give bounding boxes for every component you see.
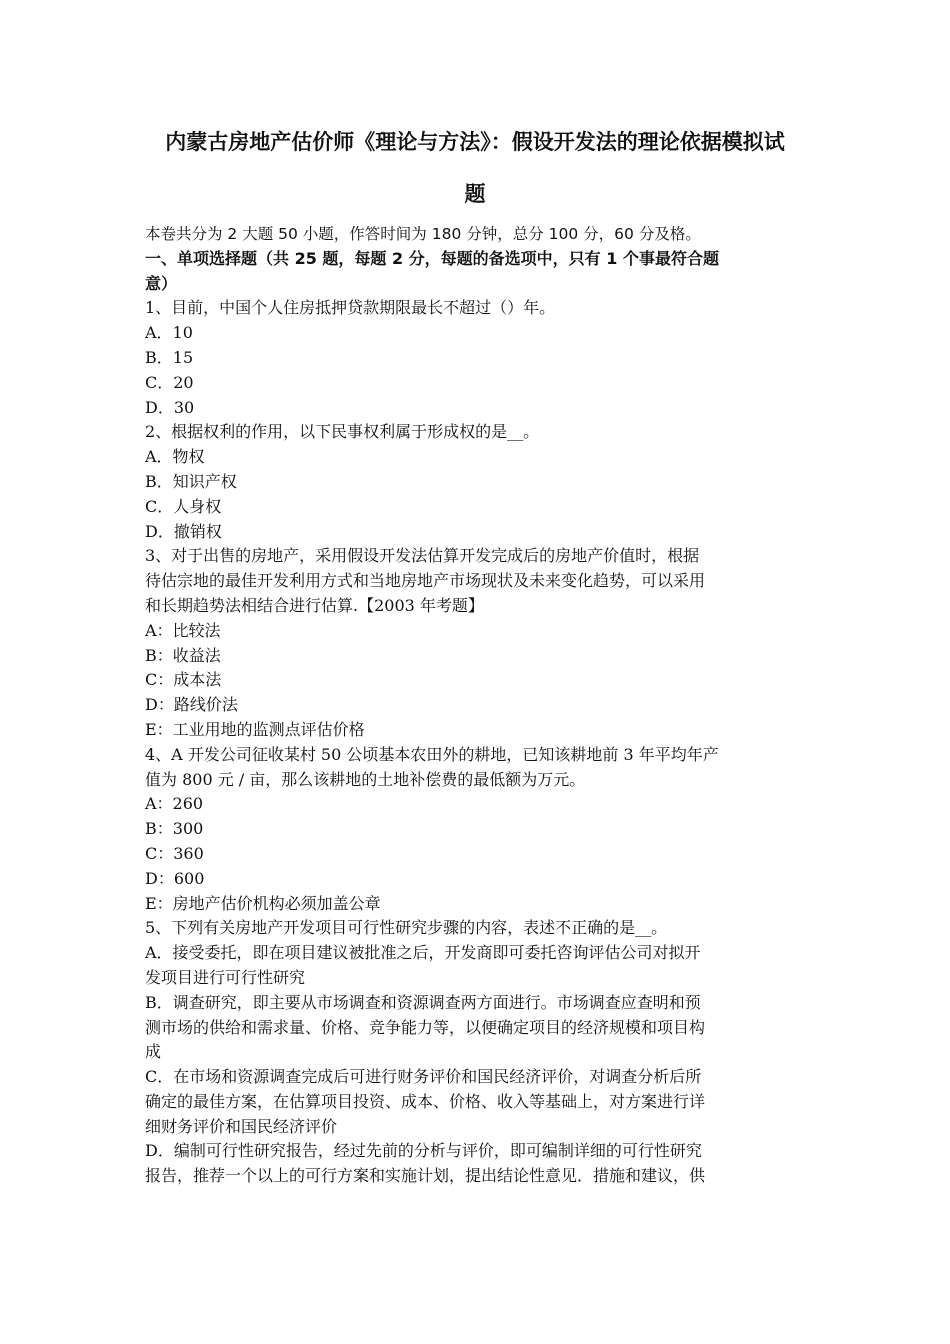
q3-option-c: C：成本法 <box>145 670 222 690</box>
q1-option-d: D．30 <box>145 397 195 417</box>
q5-option-c-line-2: 确定的最佳方案，在估算项目投资、成本、价格、收入等基础上，对方案进行详 <box>145 1091 706 1111</box>
q5-option-b-line-1: B．调查研究，即主要从市场调查和资源调查两方面进行。市场调查应查明和预 <box>145 992 701 1012</box>
q5-option-c-line-1: C．在市场和资源调查完成后可进行财务评价和国民经济评价，对调查分析后所 <box>145 1067 702 1087</box>
document-body <box>145 222 815 1189</box>
document-title-line-2: 题 <box>464 182 486 206</box>
q2-option-c: C．人身权 <box>145 496 222 516</box>
q5-option-c-line-3: 细财务评价和国民经济评价 <box>145 1116 338 1136</box>
q4-option-c: C：360 <box>145 843 204 863</box>
q2-option-a: A．物权 <box>145 447 205 467</box>
q5-option-d-line-2: 报告，推荐一个以上的可行方案和实施计划，提出结论性意见．措施和建议，供 <box>145 1166 706 1186</box>
q2-option-d: D．撤销权 <box>145 521 222 541</box>
q5-option-a-line-2: 发项目进行可行性研究 <box>145 967 306 987</box>
q3-option-d: D：路线价法 <box>145 695 238 715</box>
question-5: 5、下列有关房地产开发项目可行性研究步骤的内容，表述不正确的是__。 <box>145 918 668 938</box>
q5-option-a-line-1: A．接受委托，即在项目建议被批准之后，开发商即可委托咨询评估公司对拟开 <box>145 943 701 963</box>
question-4-line-2: 值为 800 元 / 亩，那么该耕地的土地补偿费的最低额为万元。 <box>145 769 586 789</box>
section-heading-line-1: 一、单项选择题（共 25 题，每题 2 分，每题的备选项中，只有 1 个事最符合题 <box>145 248 719 268</box>
question-2: 2、根据权利的作用，以下民事权利属于形成权的是__。 <box>145 422 540 442</box>
question-3-line-1: 3、对于出售的房地产，采用假设开发法估算开发完成后的房地产价值时，根据 <box>145 546 700 566</box>
q5-option-d-line-1: D．编制可行性研究报告，经过先前的分析与评价，即可编制详细的可行性研究 <box>145 1141 702 1161</box>
q4-option-d: D：600 <box>145 868 205 888</box>
q1-option-c: C．20 <box>145 372 194 392</box>
exam-intro: 本卷共分为 2 大题 50 小题，作答时间为 180 分钟，总分 100 分，60 分及格。 <box>145 225 701 243</box>
q4-option-a: A：260 <box>145 794 204 814</box>
q5-option-b-line-3: 成 <box>145 1042 162 1062</box>
document-title-line-1: 内蒙古房地产估价师《理论与方法》：假设开发法的理论依据模拟试 <box>165 130 785 154</box>
q4-option-e: E：房地产估价机构必须加盖公章 <box>145 893 381 913</box>
q3-option-e: E：工业用地的监测点评估价格 <box>145 719 365 739</box>
question-4-line-1: 4、A 开发公司征收某村 50 公顷基本农田外的耕地，已知该耕地前 3 年平均年产 <box>145 744 719 764</box>
question-3-line-2: 待估宗地的最佳开发利用方式和当地房地产市场现状及未来变化趋势，可以采用 <box>145 571 706 591</box>
q1-option-b: B．15 <box>145 347 194 367</box>
q3-option-a: A：比较法 <box>145 620 221 640</box>
q4-option-b: B：300 <box>145 819 204 839</box>
q2-option-b: B．知识产权 <box>145 471 237 491</box>
q1-option-a: A．10 <box>145 323 193 343</box>
q5-option-b-line-2: 测市场的供给和需求量、价格、竞争能力等，以便确定项目的经济规模和项目构 <box>145 1017 706 1037</box>
section-heading-line-2: 意） <box>145 273 178 293</box>
question-1: 1、目前，中国个人住房抵押贷款期限最长不超过（）年。 <box>145 298 556 318</box>
question-3-line-3: 和长期趋势法相结合进行估算.【2003 年考题】 <box>145 595 484 615</box>
q3-option-b: B：收益法 <box>145 645 221 665</box>
